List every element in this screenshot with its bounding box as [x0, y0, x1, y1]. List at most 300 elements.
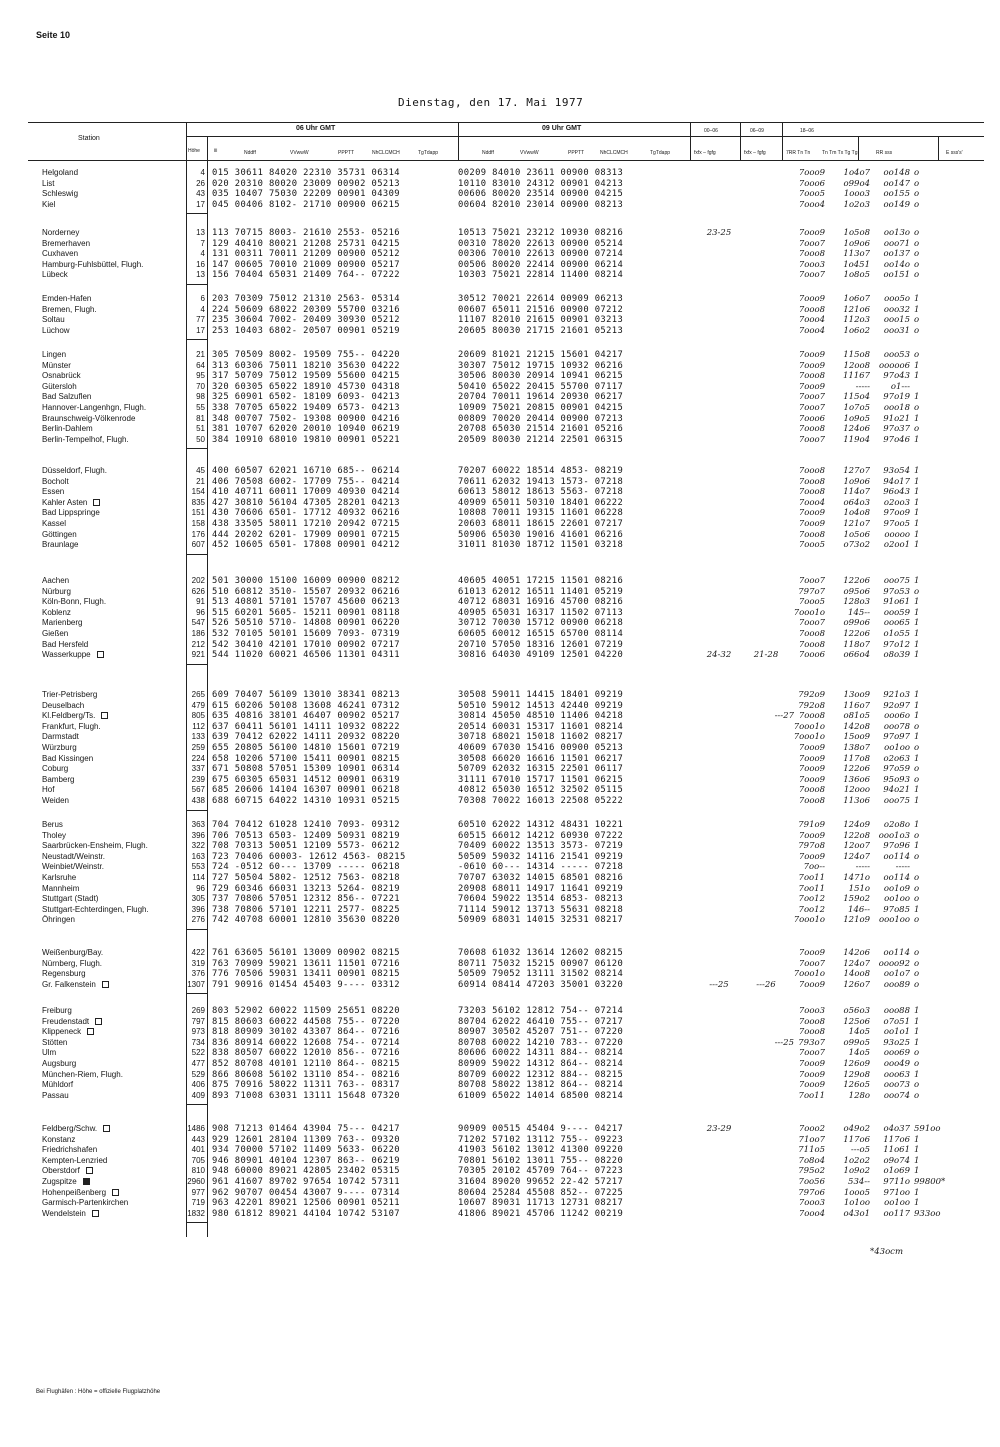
station-name: Stuttgart (Stadt): [42, 894, 99, 904]
obs-06-codes: 961 41607 89702 97654 10742 57311: [212, 1177, 400, 1187]
e-group: 1: [914, 576, 920, 586]
rr-group: 1ooo3: [843, 189, 870, 200]
station-name: Mühldorf: [42, 1080, 74, 1090]
rain-snow-group: 97oo5: [883, 519, 910, 529]
station-row-label: [42, 508, 100, 518]
rain-snow-group: oo1oo: [884, 894, 910, 905]
rr-group: 142o8: [843, 721, 870, 732]
rain-snow-group: 93o54: [883, 466, 910, 476]
obs-09-codes: 60914 08414 47203 35001 03220: [458, 979, 624, 990]
station-row-label: [42, 1209, 99, 1219]
obs-06-codes: 615 60206 50108 13608 46241 07312: [212, 700, 400, 711]
rr-group: 114o7: [843, 487, 870, 498]
rr-group: o95o6: [843, 586, 870, 597]
station-name: Nürnberg, Flugh.: [42, 958, 103, 968]
rain-snow-group: oo114: [883, 873, 910, 883]
obs-06-codes: 532 70105 50101 15609 7093- 07319: [212, 629, 400, 639]
station-name: Deuselbach: [42, 700, 85, 710]
obs-09-codes: 70707 63032 14015 68501 08216: [458, 873, 624, 883]
obs-06-codes: 908 71213 01464 43904 75--- 04217: [212, 1124, 400, 1134]
station-altitude: 43: [196, 189, 205, 199]
header-crr: RR sss: [876, 150, 893, 156]
temp-group: 7ooo8: [798, 476, 825, 487]
obs-06-codes: 818 80909 30102 43307 864-- 07216: [212, 1027, 400, 1038]
e-group: o: [914, 238, 920, 249]
e-group: 1: [914, 540, 920, 551]
station-row-label: [42, 754, 93, 764]
obs-06-codes: 946 80901 40104 12307 863-- 06219: [212, 1155, 400, 1166]
station-altitude: 705: [191, 1155, 205, 1165]
temp-group: 7ooo9: [798, 851, 825, 862]
rr-group: 142o6: [843, 948, 870, 958]
station-altitude: 438: [191, 796, 205, 805]
station-altitude: 239: [191, 774, 205, 784]
group-rule: [186, 1104, 208, 1105]
e-group: 1: [914, 434, 920, 445]
header-06-c1: Nddff: [244, 150, 256, 156]
obs-09-codes: 50909 68031 14015 32531 08217: [458, 915, 624, 926]
station-row-label: [42, 618, 82, 628]
station-name: Weißenburg/Bay.: [42, 948, 104, 957]
obs-06-codes: 866 80608 56102 13110 854-- 08216: [212, 1069, 400, 1080]
temp-group: 7ooo9: [798, 948, 825, 958]
rain-snow-group: oo137: [883, 249, 910, 260]
station-name: Oberstdorf: [42, 1166, 80, 1176]
obs-09-codes: 70308 70022 16013 22508 05222: [458, 796, 624, 806]
station-row-label: [42, 477, 69, 487]
rr-group: o64o3: [843, 497, 870, 508]
obs-06-codes: 224 50609 68022 20309 55700 03216: [212, 304, 400, 315]
e-group: 1: [914, 904, 920, 915]
e-group: 1: [914, 371, 920, 382]
temp-group: 7ooo4: [798, 1208, 825, 1219]
rain-snow-group: o1---: [890, 381, 910, 392]
group-rule: [186, 664, 208, 665]
rain-snow-group: ooo63: [883, 1069, 910, 1080]
e-group: o: [914, 325, 920, 336]
header-06-c4: NhCLCMCH: [372, 150, 400, 156]
rr-group: 129o8: [843, 1069, 870, 1080]
station-name: Trier-Petrisberg: [42, 690, 98, 699]
rain-snow-group: ooo1o3: [878, 830, 910, 841]
temp-group: 7ooo9: [798, 774, 825, 785]
rr-group: 15oo9: [843, 732, 870, 743]
temp-group: 7ooo8: [798, 639, 825, 650]
station-altitude: 186: [191, 629, 205, 638]
station-row-label: [42, 701, 84, 711]
rr-group: 1ooo5: [843, 1187, 870, 1198]
rr-group: o99o4: [843, 178, 870, 189]
obs-09-codes: 70604 59022 13514 6853- 08213: [458, 894, 624, 905]
obs-09-codes: 70611 62032 19413 1573- 07218: [458, 476, 624, 487]
temp-group: 797o7: [798, 586, 825, 597]
obs-09-codes: 20704 70011 19614 20930 06217: [458, 392, 624, 403]
station-altitude: 396: [191, 830, 205, 840]
obs-06-codes: 738 70806 57101 12211 2577- 08225: [212, 904, 400, 915]
rr-group: 1o1oo: [843, 1198, 870, 1209]
rr-group: 145--: [848, 607, 870, 618]
temp-group: 7ooo9: [798, 743, 825, 753]
station-name: Passau: [42, 1090, 69, 1100]
temp-group: 7ooo7: [798, 1048, 825, 1059]
station-altitude: 13: [196, 270, 205, 280]
obs-06-codes: 742 40708 60001 12810 35630 08220: [212, 915, 400, 926]
rain-snow-group: oo147: [883, 178, 910, 189]
station-row-label: [42, 1188, 119, 1198]
obs-09-codes: 80907 30502 45207 751-- 07220: [458, 1027, 624, 1038]
station-name: Soltau: [42, 315, 65, 325]
rr-group: o43o1: [843, 1208, 870, 1219]
obs-09-codes: 61009 65022 14014 68500 08214: [458, 1090, 624, 1101]
rr-group: 1o9o5: [843, 413, 870, 424]
obs-06-codes: 020 20310 80020 23009 00902 05213: [212, 178, 400, 189]
temp-group: 7ooo6: [798, 178, 825, 189]
obs-09-codes: 50509 79052 13111 31502 08214: [458, 969, 624, 980]
header-obs06: 06 Uhr GMT: [296, 125, 336, 132]
station-name: Gütersloh: [42, 381, 77, 391]
station-name: Coburg: [42, 764, 69, 774]
e-group: o: [914, 969, 920, 980]
temp-group: 7ooo9: [798, 1059, 825, 1069]
temp-group: 7ooo9: [798, 979, 825, 990]
header-divider-rr: [858, 136, 859, 160]
obs-09-codes: 40712 68031 16916 45700 08216: [458, 597, 624, 608]
rain-snow-group: ooo73: [883, 1080, 910, 1091]
obs-09-codes: 50410 65022 20415 55700 07117: [458, 381, 624, 392]
station-name: Friedrichshafen: [42, 1145, 98, 1155]
station-altitude: 4: [200, 304, 205, 314]
rr-group: 121o7: [843, 519, 870, 529]
obs-09-codes: 30816 64030 49109 12501 04220: [458, 650, 624, 661]
station-name: Nürburg: [42, 586, 71, 596]
gust-0006: 24-32: [706, 650, 732, 661]
obs-09-codes: 41806 89021 45706 11242 00219: [458, 1208, 624, 1219]
temp-group: 7ooo9: [798, 228, 825, 238]
obs-06-codes: 637 60411 56101 14111 10932 08222: [212, 721, 400, 732]
obs-06-codes: 313 60306 75011 18210 35630 04222: [212, 360, 400, 371]
station-altitude: 163: [191, 851, 205, 861]
station-name: Braunschweig-Völkenrode: [42, 413, 136, 423]
temp-group: 7ooo8: [798, 466, 825, 476]
station-altitude: 133: [191, 732, 205, 742]
obs-06-codes: 400 60507 62021 16710 685-- 06214: [212, 466, 400, 476]
station-altitude: 224: [191, 753, 205, 763]
obs-06-codes: 113 70715 8003- 21610 2553- 05216: [212, 228, 400, 238]
rr-group: 112o3: [843, 315, 870, 326]
station-row-label: [42, 650, 104, 660]
rain-snow-group: ooo71: [883, 238, 910, 249]
rain-snow-group: oo114: [883, 948, 910, 958]
rr-group: 122o8: [843, 830, 870, 841]
station-altitude: 406: [191, 1080, 205, 1090]
station-altitude: 151: [191, 508, 205, 518]
obs-09-codes: 00607 65011 21516 00900 07212: [458, 304, 624, 315]
station-name: Emden-Hafen: [42, 294, 92, 303]
station-altitude: 547: [191, 618, 205, 628]
station-name: Köln-Bonn, Flugh.: [42, 597, 107, 607]
obs-09-codes: 10909 75021 20815 00901 04215: [458, 403, 624, 413]
obs-09-codes: 20514 60031 15317 11601 08214: [458, 721, 624, 732]
obs-09-codes: 60605 60012 16515 65700 08114: [458, 629, 624, 639]
station-altitude: 16: [196, 259, 205, 269]
temp-group: 7ooo7: [798, 958, 825, 969]
station-altitude: 973: [191, 1027, 205, 1037]
e-group: 591oo: [914, 1124, 941, 1134]
station-name: Feldberg/Schw.: [42, 1124, 98, 1133]
station-row-label: [42, 629, 68, 639]
e-group: o: [914, 270, 920, 281]
temp-group: 7ooo9: [798, 350, 825, 360]
date-line: Dienstag, den 17. Mai 1977: [398, 96, 584, 109]
station-name: Marienberg: [42, 618, 83, 628]
rain-snow-group: 97o43: [883, 371, 910, 382]
obs-06-codes: 803 52902 60022 11509 25651 08220: [212, 1006, 400, 1016]
station-name: Helgoland: [42, 168, 79, 177]
rain-snow-group: o9o74: [883, 1155, 910, 1166]
rain-snow-group: 921o3: [883, 690, 910, 700]
rr-group: 121o6: [843, 304, 870, 315]
rain-snow-group: ooo65: [883, 618, 910, 629]
temp-group: 7oo12: [798, 894, 825, 905]
temp-group: 797o6: [798, 1187, 825, 1198]
station-row-label: [42, 487, 64, 497]
obs-09-codes: 31604 89020 99652 22-42 57217: [458, 1177, 624, 1187]
obs-06-codes: 852 80708 40101 12110 864-- 08215: [212, 1059, 400, 1069]
station-altitude: 202: [191, 576, 205, 585]
rr-group: 146--: [848, 904, 870, 915]
rain-snow-group: oooo92: [878, 958, 910, 969]
station-row-label: [42, 350, 66, 360]
e-group: 1: [914, 497, 920, 508]
obs-06-codes: 723 70406 60003- 12612 4563- 08215: [212, 851, 406, 862]
station-altitude: 13: [196, 228, 205, 237]
rr-group: 119o4: [843, 434, 870, 445]
station-altitude: 265: [191, 690, 205, 699]
header-divider-alt: [207, 136, 208, 1237]
obs-06-codes: 609 70407 56109 13010 38341 08213: [212, 690, 400, 700]
station-row-label: [42, 228, 79, 238]
station-altitude: 259: [191, 743, 205, 752]
obs-09-codes: 80604 25284 45508 852-- 07225: [458, 1187, 624, 1198]
rain-snow-group: ooo18: [883, 403, 910, 413]
station-row-label: [42, 414, 135, 424]
station-row-label: [42, 1017, 102, 1027]
station-altitude: 158: [191, 519, 205, 528]
e-group: 1: [914, 1145, 920, 1156]
station-row-label: [42, 820, 63, 830]
rr-group: 126o9: [843, 1059, 870, 1069]
station-row-label: [42, 270, 68, 280]
e-group: o: [914, 979, 920, 990]
e-group: o: [914, 764, 920, 775]
e-group: o: [914, 403, 920, 413]
temp-group: 7ooo3: [798, 1006, 825, 1016]
obs-09-codes: 80709 60022 12312 884-- 08215: [458, 1069, 624, 1080]
station-altitude: 409: [191, 1090, 205, 1100]
station-row-label: [42, 1124, 110, 1134]
obs-09-codes: 00306 70010 22613 00900 07214: [458, 249, 624, 260]
e-group: 933oo: [914, 1208, 941, 1219]
station-row-label: [42, 1027, 94, 1037]
rr-group: 124o7: [843, 958, 870, 969]
station-row-label: [42, 1145, 97, 1155]
station-altitude: 319: [191, 958, 205, 968]
station-name: Bamberg: [42, 774, 75, 784]
rain-snow-group: 11o61: [883, 1145, 910, 1156]
rr-group: 115o4: [843, 392, 870, 403]
station-altitude: 96: [196, 607, 205, 617]
group-rule: [186, 448, 208, 449]
header-ctmax: Tn Tm Tx Tg Tg: [822, 150, 858, 156]
station-row-label: [42, 1006, 72, 1016]
e-group: 1: [914, 519, 920, 529]
obs-09-codes: 41903 56102 13012 41300 09220: [458, 1145, 624, 1156]
rr-group: 138o7: [843, 743, 870, 753]
station-altitude: 810: [191, 1166, 205, 1176]
rr-group: 14oo8: [843, 969, 870, 980]
obs-06-codes: 235 30604 7002- 20409 30930 05212: [212, 315, 400, 326]
header-06-c3: PPPTT: [338, 150, 355, 156]
rain-snow-group: 91o61: [883, 597, 910, 608]
header-divider-09: [690, 122, 691, 160]
station-row-label: [42, 915, 75, 925]
station-altitude: 4: [200, 249, 205, 259]
station-name: Koblenz: [42, 607, 71, 617]
station-name: Gr. Falkenstein: [42, 979, 96, 989]
obs-09-codes: 70207 60022 18514 4853- 08219: [458, 466, 624, 476]
station-row-label: [42, 873, 76, 883]
e-group: o: [914, 424, 920, 435]
station-altitude: 734: [191, 1037, 205, 1047]
header-station: Station: [78, 135, 100, 142]
obs-09-codes: -0610 60--- 14314 ----- 07218: [458, 862, 624, 873]
obs-06-codes: 838 80507 60022 12010 856-- 07216: [212, 1048, 400, 1059]
rr-group: 12ooo: [843, 785, 870, 796]
header-ctm: 7RR Tn Tn: [786, 150, 811, 156]
station-row-label: [42, 608, 71, 618]
station-row-label: [42, 200, 55, 210]
temp-group: 7ooo2: [798, 1124, 825, 1134]
station-name: Weiden: [42, 796, 69, 805]
header-06-c2: VVwwW: [290, 150, 309, 156]
station-name: Cuxhaven: [42, 249, 79, 259]
obs-06-codes: 253 10403 6802- 20507 00901 05219: [212, 325, 400, 336]
header-r1806: 18–06: [800, 128, 814, 134]
obs-06-codes: 635 40816 38101 46407 00902 05217: [212, 711, 400, 722]
station-row-label: [42, 498, 100, 508]
obs-06-codes: 438 33505 58011 17210 20942 07215: [212, 519, 400, 529]
rain-snow-group: oo1o1: [883, 1027, 910, 1038]
obs-09-codes: 80704 62022 46410 755-- 07217: [458, 1016, 624, 1027]
e-group: o: [914, 958, 920, 969]
station-name: Düsseldorf, Flugh.: [42, 466, 107, 475]
station-row-label: [42, 841, 148, 851]
station-altitude: 797: [191, 1016, 205, 1026]
station-row-label: [42, 764, 68, 774]
temp-group: 7ooo8: [798, 529, 825, 540]
obs-06-codes: 501 30000 15100 16009 00900 08212: [212, 576, 400, 586]
e-group: o: [914, 1090, 920, 1101]
obs-06-codes: 836 80914 60022 12608 754-- 07214: [212, 1037, 400, 1048]
temp-group: 7ooo9: [798, 508, 825, 519]
station-name: Bocholt: [42, 476, 69, 486]
station-row-label: [42, 948, 103, 958]
station-name: Würzburg: [42, 743, 77, 752]
e-group: o: [914, 228, 920, 238]
rr-group: 128o: [848, 1090, 870, 1101]
temp-group: 71oo7: [798, 1134, 825, 1145]
obs-09-codes: 00506 80020 22414 00900 06214: [458, 259, 624, 270]
station-altitude: 376: [191, 969, 205, 979]
obs-06-codes: 305 70509 8002- 19509 755-- 04220: [212, 350, 400, 360]
e-group: o: [914, 178, 920, 189]
station-name: Osnabrück: [42, 371, 81, 381]
station-name: Schleswig: [42, 189, 79, 199]
station-name: Öhringen: [42, 915, 75, 925]
rain-snow-group: 97o96: [883, 841, 910, 852]
e-group: o: [914, 586, 920, 597]
temp-group: 7ooo7: [798, 238, 825, 249]
station-name: Neustadt/Weinstr.: [42, 851, 105, 861]
header-divider-0609: [740, 122, 741, 160]
e-group: 1: [914, 796, 920, 806]
station-name: Berlin-Dahlem: [42, 424, 93, 434]
station-name: Braunlage: [42, 540, 79, 550]
e-group: o: [914, 1059, 920, 1069]
obs-06-codes: 384 10910 68010 19810 00901 05221: [212, 434, 400, 445]
station-altitude: 479: [191, 700, 205, 710]
rain-snow-group: 97o46: [883, 434, 910, 445]
station-name: Hof: [42, 785, 55, 795]
rr-group: ---o5: [850, 1145, 870, 1156]
station-name: Bad Hersfeld: [42, 639, 89, 649]
obs-06-codes: 685 20606 14104 16307 00901 06218: [212, 785, 400, 796]
station-altitude: 626: [191, 586, 205, 596]
rain-snow-group: oo1o9: [883, 883, 910, 894]
rain-snow-group: oo148: [883, 168, 910, 178]
obs-09-codes: 20605 80030 21715 21601 05213: [458, 325, 624, 336]
obs-06-codes: 724 -0512 60--- 13709 ----- 06218: [212, 862, 400, 873]
gust-0006: ---25: [709, 979, 729, 990]
rr-group: 115o8: [843, 350, 870, 360]
rr-group: 122o6: [843, 764, 870, 775]
station-row-label: [42, 466, 107, 476]
station-row-label: [42, 1156, 107, 1166]
rr-group: 126o5: [843, 1080, 870, 1091]
e-group: 1: [914, 466, 920, 476]
rain-snow-group: 97o12: [883, 639, 910, 650]
temp-group: 7ooo1o: [793, 969, 825, 980]
station-row-label: [42, 905, 149, 915]
group-rule: [186, 929, 208, 930]
station-row-label: [42, 403, 146, 413]
station-row-label: [42, 1080, 73, 1090]
header-top-rule: [28, 122, 984, 123]
temp-group: 7oo56: [798, 1177, 825, 1187]
station-altitude: 50: [196, 434, 205, 444]
header-09-c3: PPPTT: [568, 150, 585, 156]
temp-group: 711o5: [798, 1145, 825, 1156]
rr-group: 14o5: [848, 1027, 870, 1038]
footnote: Bei Flughäfen : Höhe = offizielle Flugplatzhöhe: [36, 1389, 161, 1395]
obs-06-codes: 325 60901 6502- 18109 6093- 04213: [212, 392, 400, 403]
rr-group: 122o6: [843, 576, 870, 586]
obs-09-codes: 30508 66020 16616 11501 06217: [458, 753, 624, 764]
station-row-label: [42, 530, 77, 540]
rr-group: o99o5: [843, 1037, 870, 1048]
rr-group: o66o4: [843, 650, 870, 661]
station-altitude: 305: [191, 894, 205, 904]
